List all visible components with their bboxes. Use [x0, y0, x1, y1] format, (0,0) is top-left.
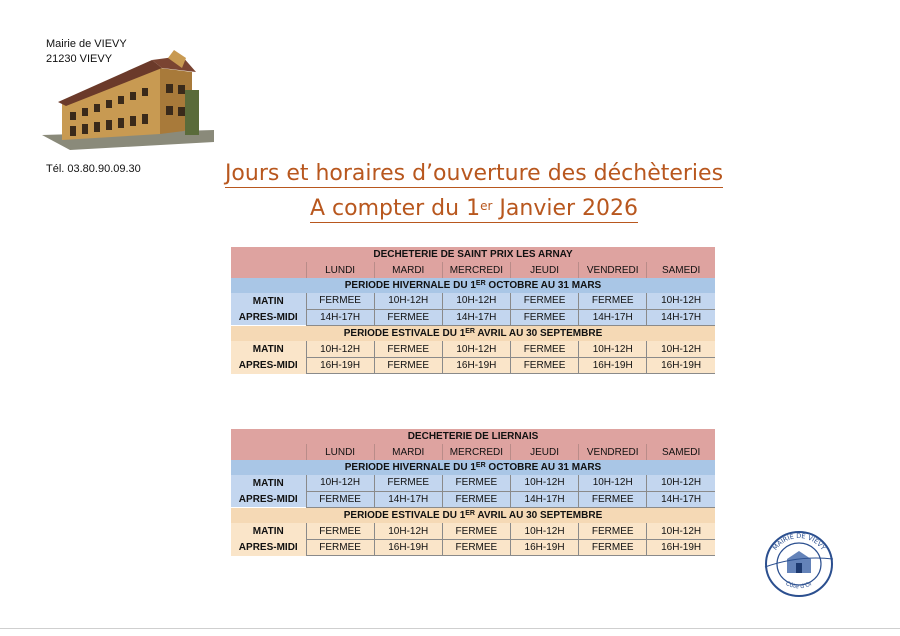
table-title: DECHETERIE DE SAINT PRIX LES ARNAY [231, 247, 715, 262]
afternoon-label: APRES-MIDI [231, 309, 306, 325]
table-row [231, 475, 715, 491]
hours-cell: FERMEE [510, 357, 578, 373]
hours-cell: FERMEE [306, 523, 374, 539]
day-header: LUNDI [306, 444, 374, 459]
afternoon-label: APRES-MIDI [231, 491, 306, 507]
hours-cell: 10H-12H [306, 341, 374, 357]
hours-cell: 14H-17H [374, 491, 442, 507]
hours-cell: FERMEE [442, 475, 510, 491]
summer-period-label: PERIODE ESTIVALE DU 1ER AVRIL AU 30 SEPTEMBRE [231, 507, 715, 523]
page-title [24, 161, 900, 186]
morning-label: MATIN [231, 523, 306, 539]
winter-period-label: PERIODE HIVERNALE DU 1ER OCTOBRE AU 31 MARS [231, 278, 715, 293]
hours-cell: 10H-12H [374, 523, 442, 539]
hours-cell: 14H-17H [306, 309, 374, 325]
title-line2: A compter du 1er Janvier 2026 [309, 196, 639, 221]
hours-cell: FERMEE [579, 539, 647, 555]
hours-cell: FERMEE [442, 523, 510, 539]
morning-label: MATIN [231, 293, 306, 309]
hours-cell: 10H-12H [306, 475, 374, 491]
day-header: MERCREDI [442, 262, 510, 277]
hours-cell: FERMEE [374, 341, 442, 357]
svg-text:MAIRIE DE VIEVY [771, 532, 827, 552]
hours-cell: FERMEE [442, 539, 510, 555]
day-header: JEUDI [510, 444, 578, 459]
winter-period-row [231, 460, 715, 475]
table-row [231, 491, 715, 507]
mairie-phone: Tél. 03.80.90.09.30 [46, 163, 141, 175]
hours-cell: FERMEE [510, 309, 578, 325]
hours-cell: FERMEE [374, 309, 442, 325]
hours-cell: 10H-12H [579, 475, 647, 491]
hours-cell: FERMEE [579, 293, 647, 309]
morning-label: MATIN [231, 341, 306, 357]
title-line1: Jours et horaires d’ouverture des déchèteries [224, 161, 724, 186]
table-row [231, 539, 715, 555]
day-header: JEUDI [510, 262, 578, 277]
hours-cell: 10H-12H [579, 341, 647, 357]
hours-cell: FERMEE [579, 523, 647, 539]
hours-cell: 10H-12H [510, 523, 578, 539]
table-title-row [231, 429, 715, 444]
days-row [231, 262, 715, 277]
hours-cell: FERMEE [306, 539, 374, 555]
day-header: SAMEDI [647, 444, 715, 459]
day-header: VENDREDI [579, 444, 647, 459]
hours-cell: 16H-19H [306, 357, 374, 373]
day-header: SAMEDI [647, 262, 715, 277]
hours-cell: 10H-12H [647, 475, 715, 491]
table-row [231, 357, 715, 373]
hours-cell: 10H-12H [442, 341, 510, 357]
hours-cell: FERMEE [510, 341, 578, 357]
hours-cell: 10H-12H [374, 293, 442, 309]
hours-cell: 16H-19H [579, 357, 647, 373]
hours-cell: FERMEE [306, 293, 374, 309]
mairie-name: Mairie de VIEVY [46, 38, 127, 50]
hours-cell: FERMEE [510, 293, 578, 309]
table-row [231, 293, 715, 309]
mairie-stamp [763, 529, 835, 599]
hours-cell: 10H-12H [442, 293, 510, 309]
hours-cell: 16H-19H [647, 357, 715, 373]
hours-cell: 14H-17H [510, 491, 578, 507]
morning-label: MATIN [231, 475, 306, 491]
winter-period-row [231, 278, 715, 293]
day-header: MARDI [374, 444, 442, 459]
hours-cell: FERMEE [442, 491, 510, 507]
mairie-postcode-city: 21230 VIEVY [46, 53, 113, 65]
winter-period-label: PERIODE HIVERNALE DU 1ER OCTOBRE AU 31 MARS [231, 460, 715, 475]
table-row [231, 309, 715, 325]
page-divider [0, 628, 900, 629]
day-header: VENDREDI [579, 262, 647, 277]
hours-cell: 14H-17H [579, 309, 647, 325]
hours-cell: 10H-12H [647, 341, 715, 357]
days-row [231, 444, 715, 459]
day-header: LUNDI [306, 262, 374, 277]
hours-cell: FERMEE [374, 475, 442, 491]
hours-cell: 14H-17H [442, 309, 510, 325]
mairie-building-image [42, 50, 214, 154]
schedule-table-saint-prix [231, 247, 715, 374]
svg-text:Côte d'Or [784, 580, 814, 591]
hours-cell: 16H-19H [510, 539, 578, 555]
summer-period-row [231, 507, 715, 523]
table-row [231, 341, 715, 357]
hours-cell: 10H-12H [510, 475, 578, 491]
afternoon-label: APRES-MIDI [231, 357, 306, 373]
hours-cell: 10H-12H [647, 523, 715, 539]
hours-cell: FERMEE [579, 491, 647, 507]
hours-cell: 16H-19H [442, 357, 510, 373]
hours-cell: FERMEE [374, 357, 442, 373]
summer-period-row [231, 325, 715, 341]
hours-cell: 16H-19H [647, 539, 715, 555]
day-header: MARDI [374, 262, 442, 277]
day-header: MERCREDI [442, 444, 510, 459]
hours-cell: 10H-12H [647, 293, 715, 309]
table-title-row [231, 247, 715, 262]
hours-cell: 14H-17H [647, 309, 715, 325]
table-row [231, 523, 715, 539]
hours-cell: FERMEE [306, 491, 374, 507]
stamp-text-bottom: Côte d'Or [784, 580, 814, 591]
hours-cell: 14H-17H [647, 491, 715, 507]
schedule-table-liernais [231, 429, 715, 556]
afternoon-label: APRES-MIDI [231, 539, 306, 555]
table-title: DECHETERIE DE LIERNAIS [231, 429, 715, 444]
stamp-text-top: MAIRIE DE VIEVY [771, 531, 828, 552]
page-subtitle [24, 196, 900, 221]
summer-period-label: PERIODE ESTIVALE DU 1ER AVRIL AU 30 SEPTEMBRE [231, 325, 715, 341]
hours-cell: 16H-19H [374, 539, 442, 555]
